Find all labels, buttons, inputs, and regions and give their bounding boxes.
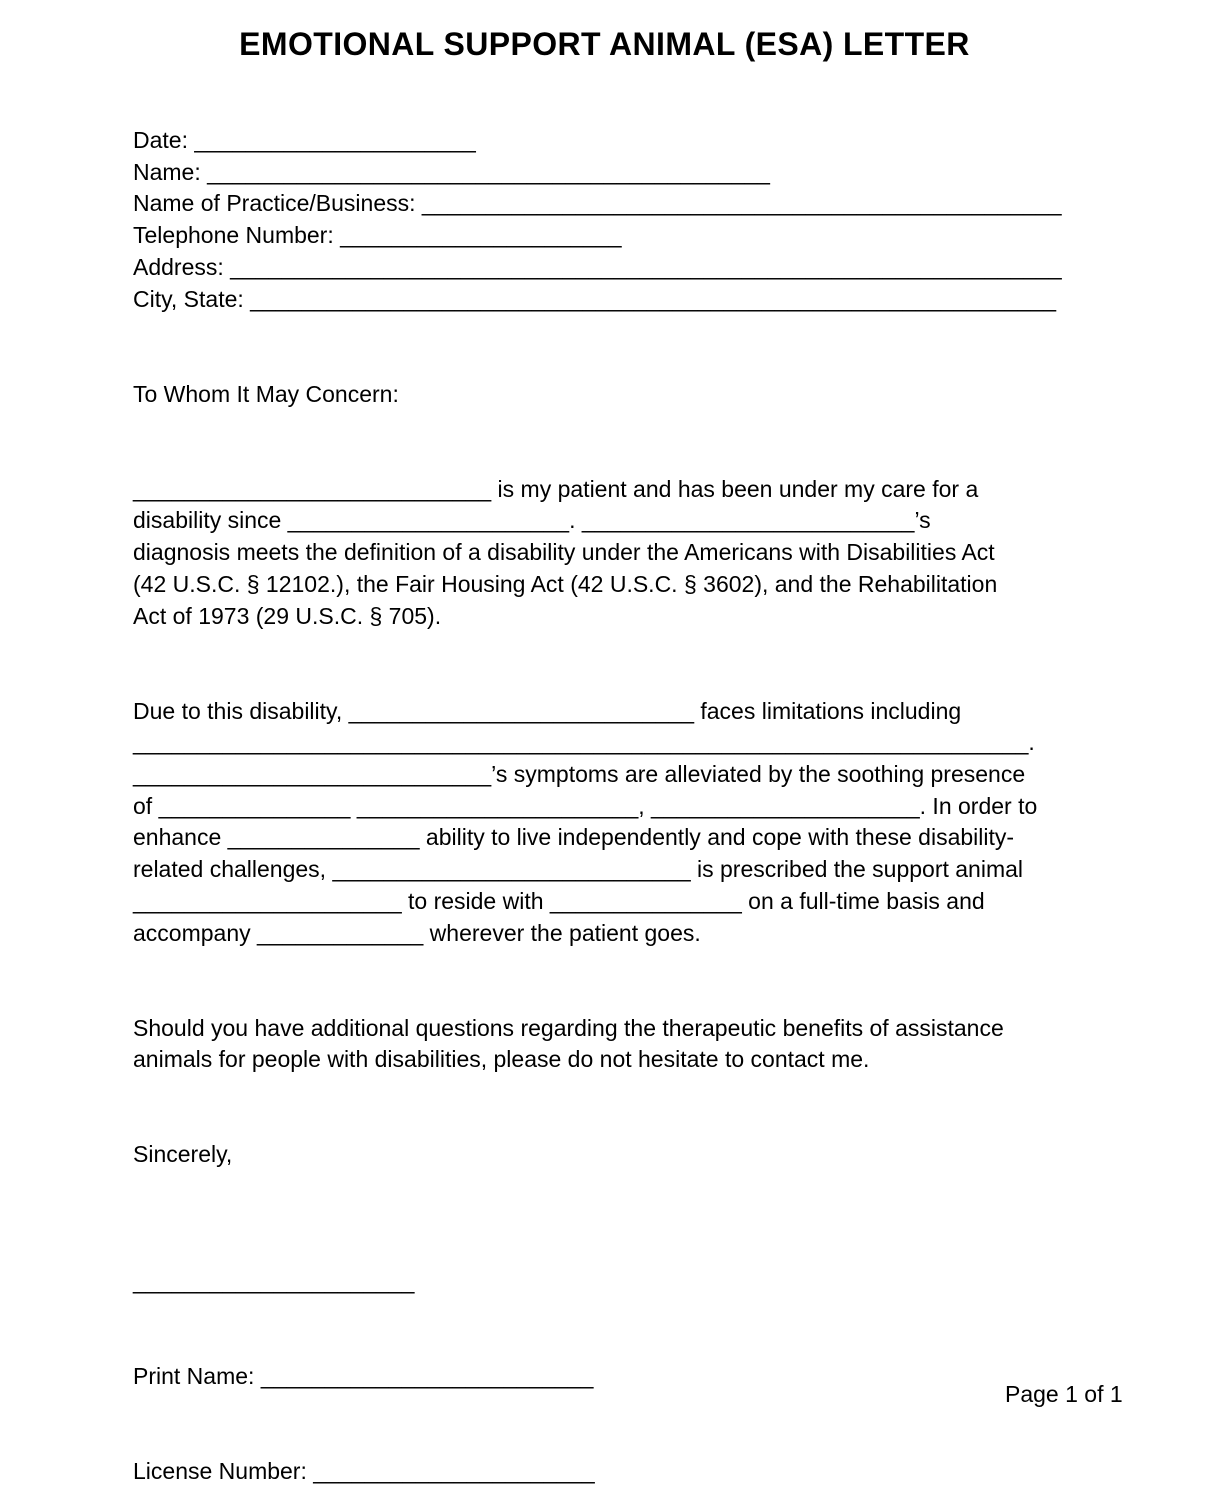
field-print-name-blank-line: __________________________ xyxy=(260,1363,594,1390)
sign-off: Sincerely, xyxy=(133,1141,233,1168)
paragraph-contact xyxy=(133,1013,1093,1076)
field-license-number xyxy=(133,1456,1093,1488)
paragraph-line: of _______________ ______________________, _____________________. In order to xyxy=(133,792,1038,819)
field-city-state-blank-line: _______________________________________________________________ xyxy=(250,285,1057,312)
field-telephone-blank-line: ______________________ xyxy=(340,222,622,249)
field-date xyxy=(133,125,1093,157)
field-practice-business-blank-line: __________________________________________________ xyxy=(421,190,1062,217)
field-name-blank-line: ____________________________________________ xyxy=(207,158,770,185)
paragraph-line: ______________________________________________________________________. xyxy=(133,729,1035,756)
field-address xyxy=(133,252,1093,284)
spacer xyxy=(133,949,1093,1012)
salutation: To Whom It May Concern: xyxy=(133,380,399,407)
spacer xyxy=(133,1393,1093,1456)
field-telephone-label: Telephone Number: xyxy=(133,222,341,249)
paragraph-line: diagnosis meets the definition of a disability under the Americans with Disabilities Act xyxy=(133,539,995,566)
letter-body xyxy=(133,125,1093,1488)
paragraph-line: enhance _______________ ability to live independently and cope with these disability- xyxy=(133,824,1015,851)
field-date-blank-line: ______________________ xyxy=(194,127,476,153)
page-number: Page 1 of 1 xyxy=(1005,1381,1123,1407)
document-title: EMOTIONAL SUPPORT ANIMAL (ESA) LETTER xyxy=(239,26,970,62)
field-date-label: Date: xyxy=(133,127,195,153)
field-license-number-blank-line: ______________________ xyxy=(313,1458,595,1485)
spacer xyxy=(133,1298,1093,1361)
field-address-blank-line: _________________________________________________________________ xyxy=(230,253,1062,280)
field-address-label: Address: xyxy=(133,253,231,280)
paragraph-line: Should you have additional questions regarding the therapeutic benefits of assistance xyxy=(133,1014,1004,1041)
field-practice-business xyxy=(133,188,1093,220)
signature-blank-line: ______________________ xyxy=(133,1268,415,1295)
field-license-number-label: License Number: xyxy=(133,1458,314,1485)
spacer xyxy=(133,1171,1093,1266)
spacer xyxy=(133,315,1093,378)
field-city-state xyxy=(133,284,1093,316)
paragraph-limitations xyxy=(133,696,1093,950)
paragraph-line: ____________________________’s symptoms are alleviated by the soothing presence xyxy=(133,761,1026,788)
spacer xyxy=(133,1076,1093,1139)
paragraph-line: animals for people with disabilities, please do not hesitate to contact me. xyxy=(133,1046,870,1073)
field-practice-business-label: Name of Practice/Business: xyxy=(133,190,422,217)
field-name xyxy=(133,157,1093,189)
field-print-name xyxy=(133,1361,1093,1393)
paragraph-line: (42 U.S.C. § 12102.), the Fair Housing Act (42 U.S.C. § 3602), and the Rehabilitation xyxy=(133,570,998,597)
paragraph-line: ____________________________ is my patient and has been under my care for a xyxy=(133,475,979,502)
paragraph-line: _____________________ to reside with _______________ on a full-time basis and xyxy=(133,887,985,914)
field-telephone xyxy=(133,220,1093,252)
paragraph-line: Act of 1973 (29 U.S.C. § 705). xyxy=(133,602,442,629)
paragraph-patient-care xyxy=(133,474,1093,633)
paragraph-line: accompany _____________ wherever the patient goes. xyxy=(133,919,701,946)
paragraph-line: Due to this disability, ___________________________ faces limitations including xyxy=(133,697,962,724)
spacer xyxy=(133,632,1093,695)
paragraph-line: related challenges, ____________________________ is prescribed the support animal xyxy=(133,856,1024,883)
paragraph-line: disability since ______________________. __________________________’s xyxy=(133,507,931,534)
field-name-label: Name: xyxy=(133,158,208,185)
spacer xyxy=(133,410,1093,473)
field-city-state-label: City, State: xyxy=(133,285,251,312)
field-print-name-label: Print Name: xyxy=(133,1363,261,1390)
